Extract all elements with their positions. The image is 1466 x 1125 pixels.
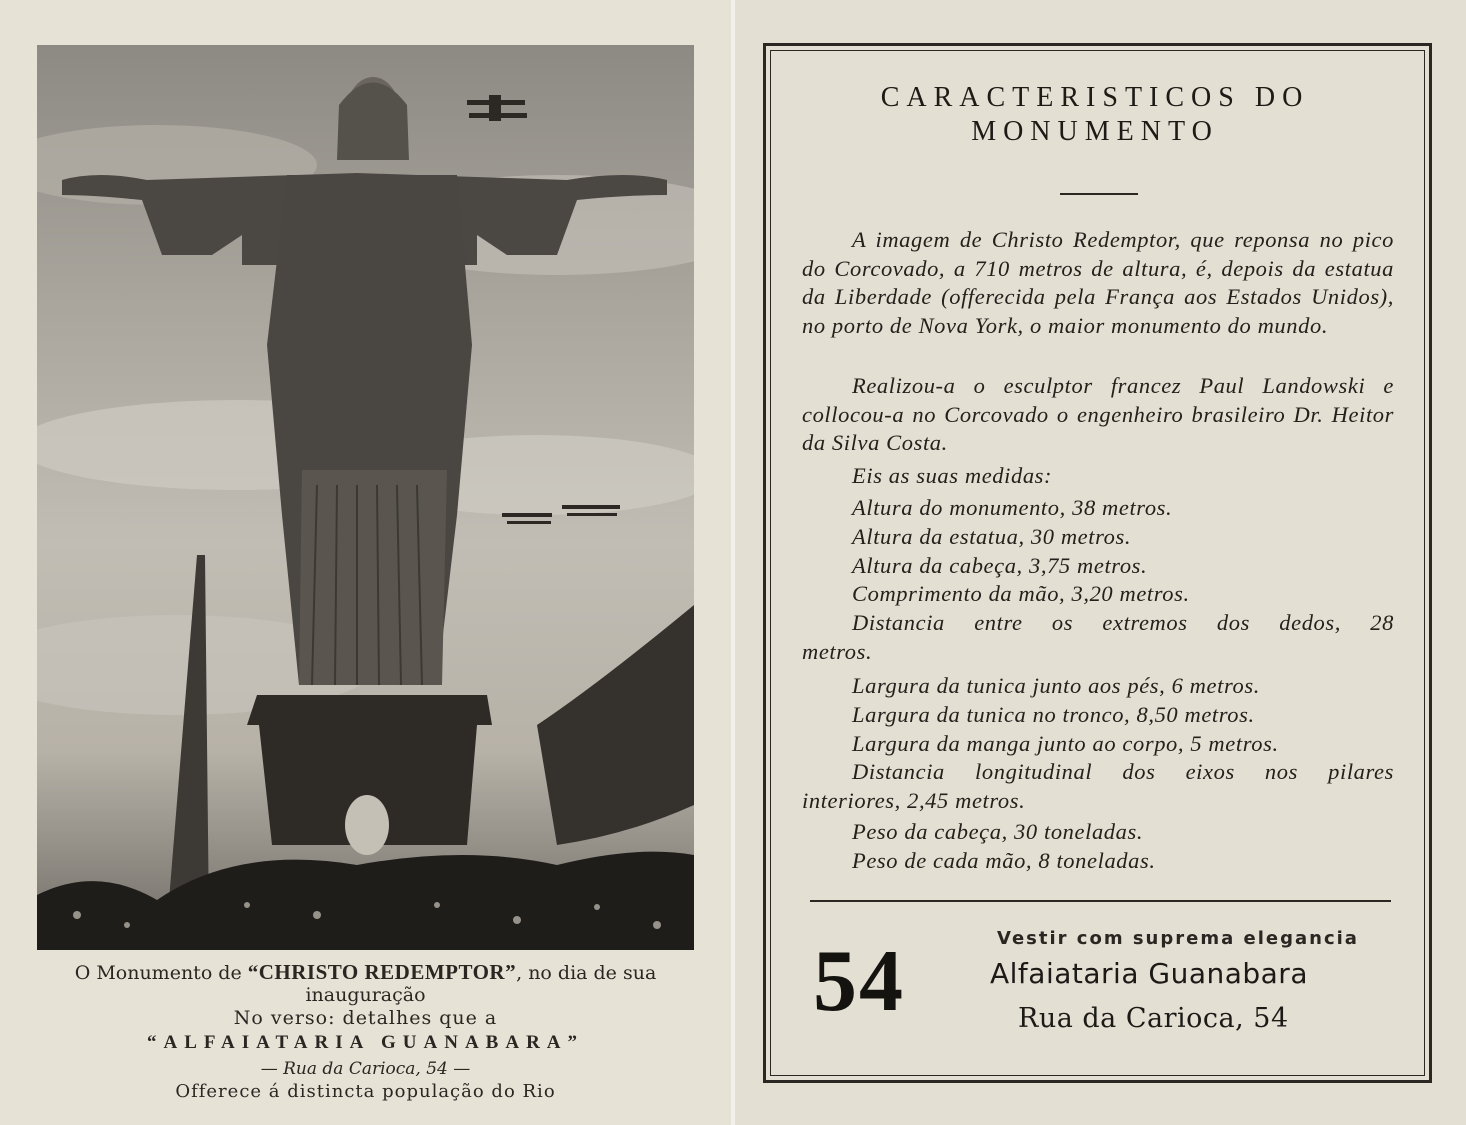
paragraph-sculptor: Realizou-a o esculptor francez Paul Landowski e collocou-a no Corcovado o engenheiro brasileiro Dr. Heitor da Silva Costa.	[802, 373, 1394, 455]
measure-item: Largura da tunica junto aos pés, 6 metros.	[852, 673, 1260, 698]
paragraph-measures-heading: Eis as suas medidas:	[852, 463, 1053, 488]
back-title-line-2: MONUMENTO	[971, 116, 1219, 147]
measure-item: Altura da cabeça, 3,75 metros.	[852, 552, 1148, 578]
title-divider	[1060, 193, 1138, 195]
advert-slogan: Vestir com suprema elegancia	[997, 928, 1359, 949]
statue-illustration	[37, 45, 694, 950]
caption-shop-name: “ALFAIATARIA GUANABARA”	[146, 1032, 585, 1053]
postcard-back	[735, 0, 1466, 1125]
caption-line-3: No verso: detalhes que a	[233, 1007, 498, 1029]
measure-item: Largura da tunica no tronco, 8,50 metros.	[852, 701, 1255, 727]
statue-photo	[37, 45, 694, 950]
caption-suffix: , no dia de sua	[516, 962, 657, 984]
measure-item: Largura da manga junto ao corpo, 5 metros.	[852, 730, 1279, 756]
caption-address: — Rua da Carioca, 54 —	[260, 1059, 471, 1079]
measure-item: Comprimento da mão, 3,20 metros.	[852, 581, 1190, 607]
measure-item: Distancia entre os extremos dos dedos, 28	[852, 610, 1394, 636]
measures-list-b	[802, 672, 1394, 816]
advert-number: 54	[813, 933, 905, 1030]
measures-list-a	[802, 494, 1394, 667]
measure-item: Altura da estatua, 30 metros.	[852, 523, 1132, 549]
caption-line-1	[0, 960, 731, 985]
measure-item: Peso da cabeça, 30 toneladas.	[852, 819, 1144, 844]
paragraph-intro: A imagem de Christo Redemptor, que reponsa no pico do Corcovado, a 710 metros de altura, é, depois da estatua da Liberdade (offerecida pela França aos Estados Unidos), no porto de Nova York, o maior monumento do mundo.	[802, 227, 1394, 338]
advert-shop-name: Alfaiataria Guanabara	[990, 957, 1308, 990]
measures-list-c	[802, 818, 1394, 876]
caption-prefix: O Monumento de	[74, 962, 248, 984]
measure-item-continued: interiores, 2,45 metros.	[802, 788, 1026, 814]
postcard-front	[0, 0, 731, 1125]
measure-item: Distancia longitudinal dos eixos nos pilares	[852, 759, 1394, 785]
measure-item: Peso de cada mão, 8 toneladas.	[852, 847, 1156, 873]
back-title-line-1: CARACTERISTICOS DO	[880, 82, 1310, 113]
advert-divider	[810, 900, 1391, 902]
caption-monument-title: “CHRISTO REDEMPTOR”	[247, 960, 517, 984]
measure-item: Altura do monumento, 38 metros.	[852, 495, 1173, 520]
caption-line-2: inauguração	[305, 984, 426, 1006]
caption-line-6: Offerece á distincta população do Rio	[175, 1081, 556, 1102]
advert-address: Rua da Carioca, 54	[1018, 1003, 1289, 1034]
measure-item-continued: metros.	[802, 638, 873, 664]
